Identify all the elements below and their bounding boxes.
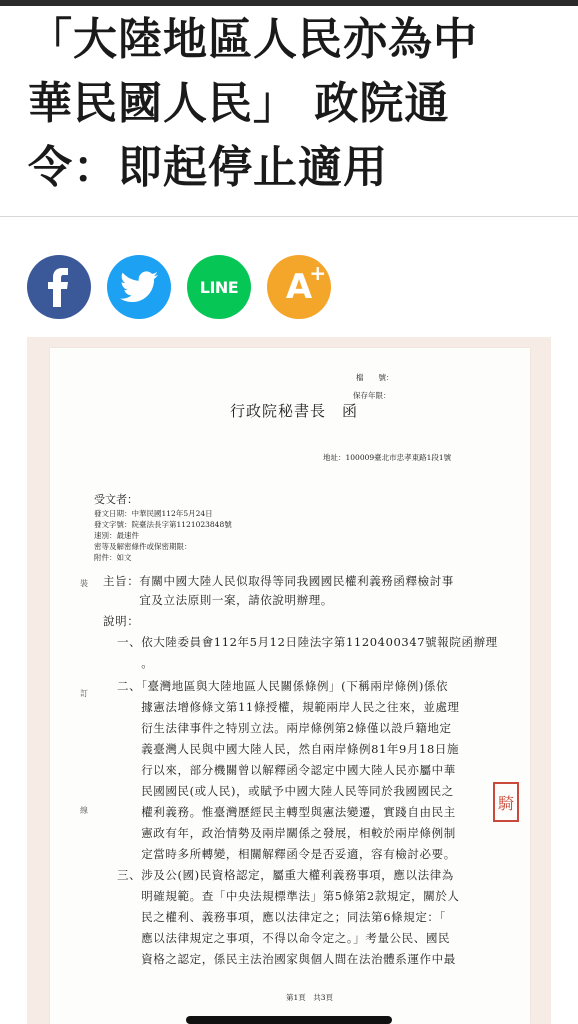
article-headline [28, 8, 568, 200]
doc-body-line: 。 [117, 656, 154, 670]
doc-body-line: 二、「臺灣地區與大陸地區人民關係條例」(下稱兩岸條例)係依 [117, 679, 449, 693]
top-status-strip [0, 0, 578, 6]
twitter-bird-icon [120, 271, 158, 303]
doc-body-line: 應以法律規定之事項，不得以命令定之。」考量公民、國民 [117, 931, 451, 945]
doc-body-line: 三、涉及公(國)民資格認定，屬重大權利義務事項，應以法律為 [117, 868, 454, 882]
doc-meta-3: 速別：最速件 [94, 531, 139, 540]
doc-page-footer: 第1頁 共3頁 [286, 993, 334, 1002]
divider [0, 216, 578, 217]
doc-recipient-label: 受文者： [94, 493, 138, 506]
binding-mark: 裝 [80, 579, 88, 588]
official-seal-stamp: 騎 [493, 782, 519, 822]
doc-subject-line-2: 宜及立法原則一案，請依說明辦理。 [103, 593, 333, 607]
doc-body-line: 明確規範。查「中央法規標準法」第5條第2款規定，關於人 [117, 889, 460, 903]
doc-body-line: 民之權利、義務事項，應以法律定之；同法第6條規定：「 [117, 910, 446, 924]
doc-file-number-label: 檔 號： [356, 373, 394, 382]
line-share-button[interactable] [187, 255, 251, 319]
binding-mark: 線 [80, 806, 88, 815]
headline-line-3: 令：即起停止適用 [28, 142, 388, 193]
doc-body-line: 衍生法律事件之特別立法。兩岸條例第2條僅以設戶籍地定 [117, 721, 452, 735]
doc-subject-line-1: 主旨：有關中國大陸人民似取得等同我國國民權利義務函釋檢討事 [103, 574, 454, 588]
facebook-share-button[interactable] [27, 255, 91, 319]
doc-body-line: 資格之認定，係民主法治國家與個人間在法治體系運作中最 [117, 952, 456, 966]
doc-body-line: 權利義務。惟臺灣歷經民主轉型與憲法變遷，實踐自由民主 [117, 805, 456, 819]
twitter-share-button[interactable] [107, 255, 171, 319]
doc-body-line: 義臺灣人民與中國大陸人民，然自兩岸條例81年9月18日施 [117, 742, 460, 756]
doc-meta-2: 發文字號：院臺法長字第1121023848號 [94, 520, 232, 529]
facebook-icon [44, 267, 74, 307]
line-icon: LINE [199, 277, 239, 297]
doc-body-line: 憲政有年，政治情勢及兩岸關係之發展，相較於兩岸條例制 [117, 826, 456, 840]
binding-mark: 訂 [80, 689, 88, 698]
font-size-letter: A [285, 267, 313, 307]
doc-body-line: 一、依大陸委員會112年5月12日陸法字第1120400347號報院函辦理 [117, 635, 498, 649]
doc-body-line: 定當時多所轉變，相關解釋函令是否妥適，容有檢討必要。 [117, 847, 456, 861]
doc-meta-4: 密等及解密條件或保密期限： [94, 542, 192, 551]
doc-title: 行政院秘書長 函 [230, 402, 359, 420]
doc-address: 地址：100009臺北市忠孝東路1段1號 [323, 453, 452, 462]
font-size-button[interactable] [267, 255, 331, 319]
home-indicator-bar[interactable] [186, 1016, 392, 1024]
doc-retention-label: 保存年限： [353, 391, 391, 400]
doc-body-line: 民國國民(或人民)，或賦予中國大陸人民等同於我國國民之 [117, 784, 454, 798]
headline-line-1: 「大陸地區人民亦為中 [28, 14, 478, 65]
doc-meta-5: 附件：如文 [94, 553, 132, 562]
doc-body-line: 據憲法增修條文第11條授權，規範兩岸人民之往來，並處理 [117, 700, 460, 714]
doc-meta-1: 發文日期：中華民國112年5月24日 [94, 509, 213, 518]
font-size-icon: A + [285, 261, 327, 307]
doc-body-line: 行以來，部分機關曾以解釋函令認定中國大陸人民亦屬中華 [117, 763, 456, 777]
doc-explain-label: 說明： [103, 614, 140, 628]
headline-line-2: 華民國人民」 政院通 [28, 78, 450, 129]
